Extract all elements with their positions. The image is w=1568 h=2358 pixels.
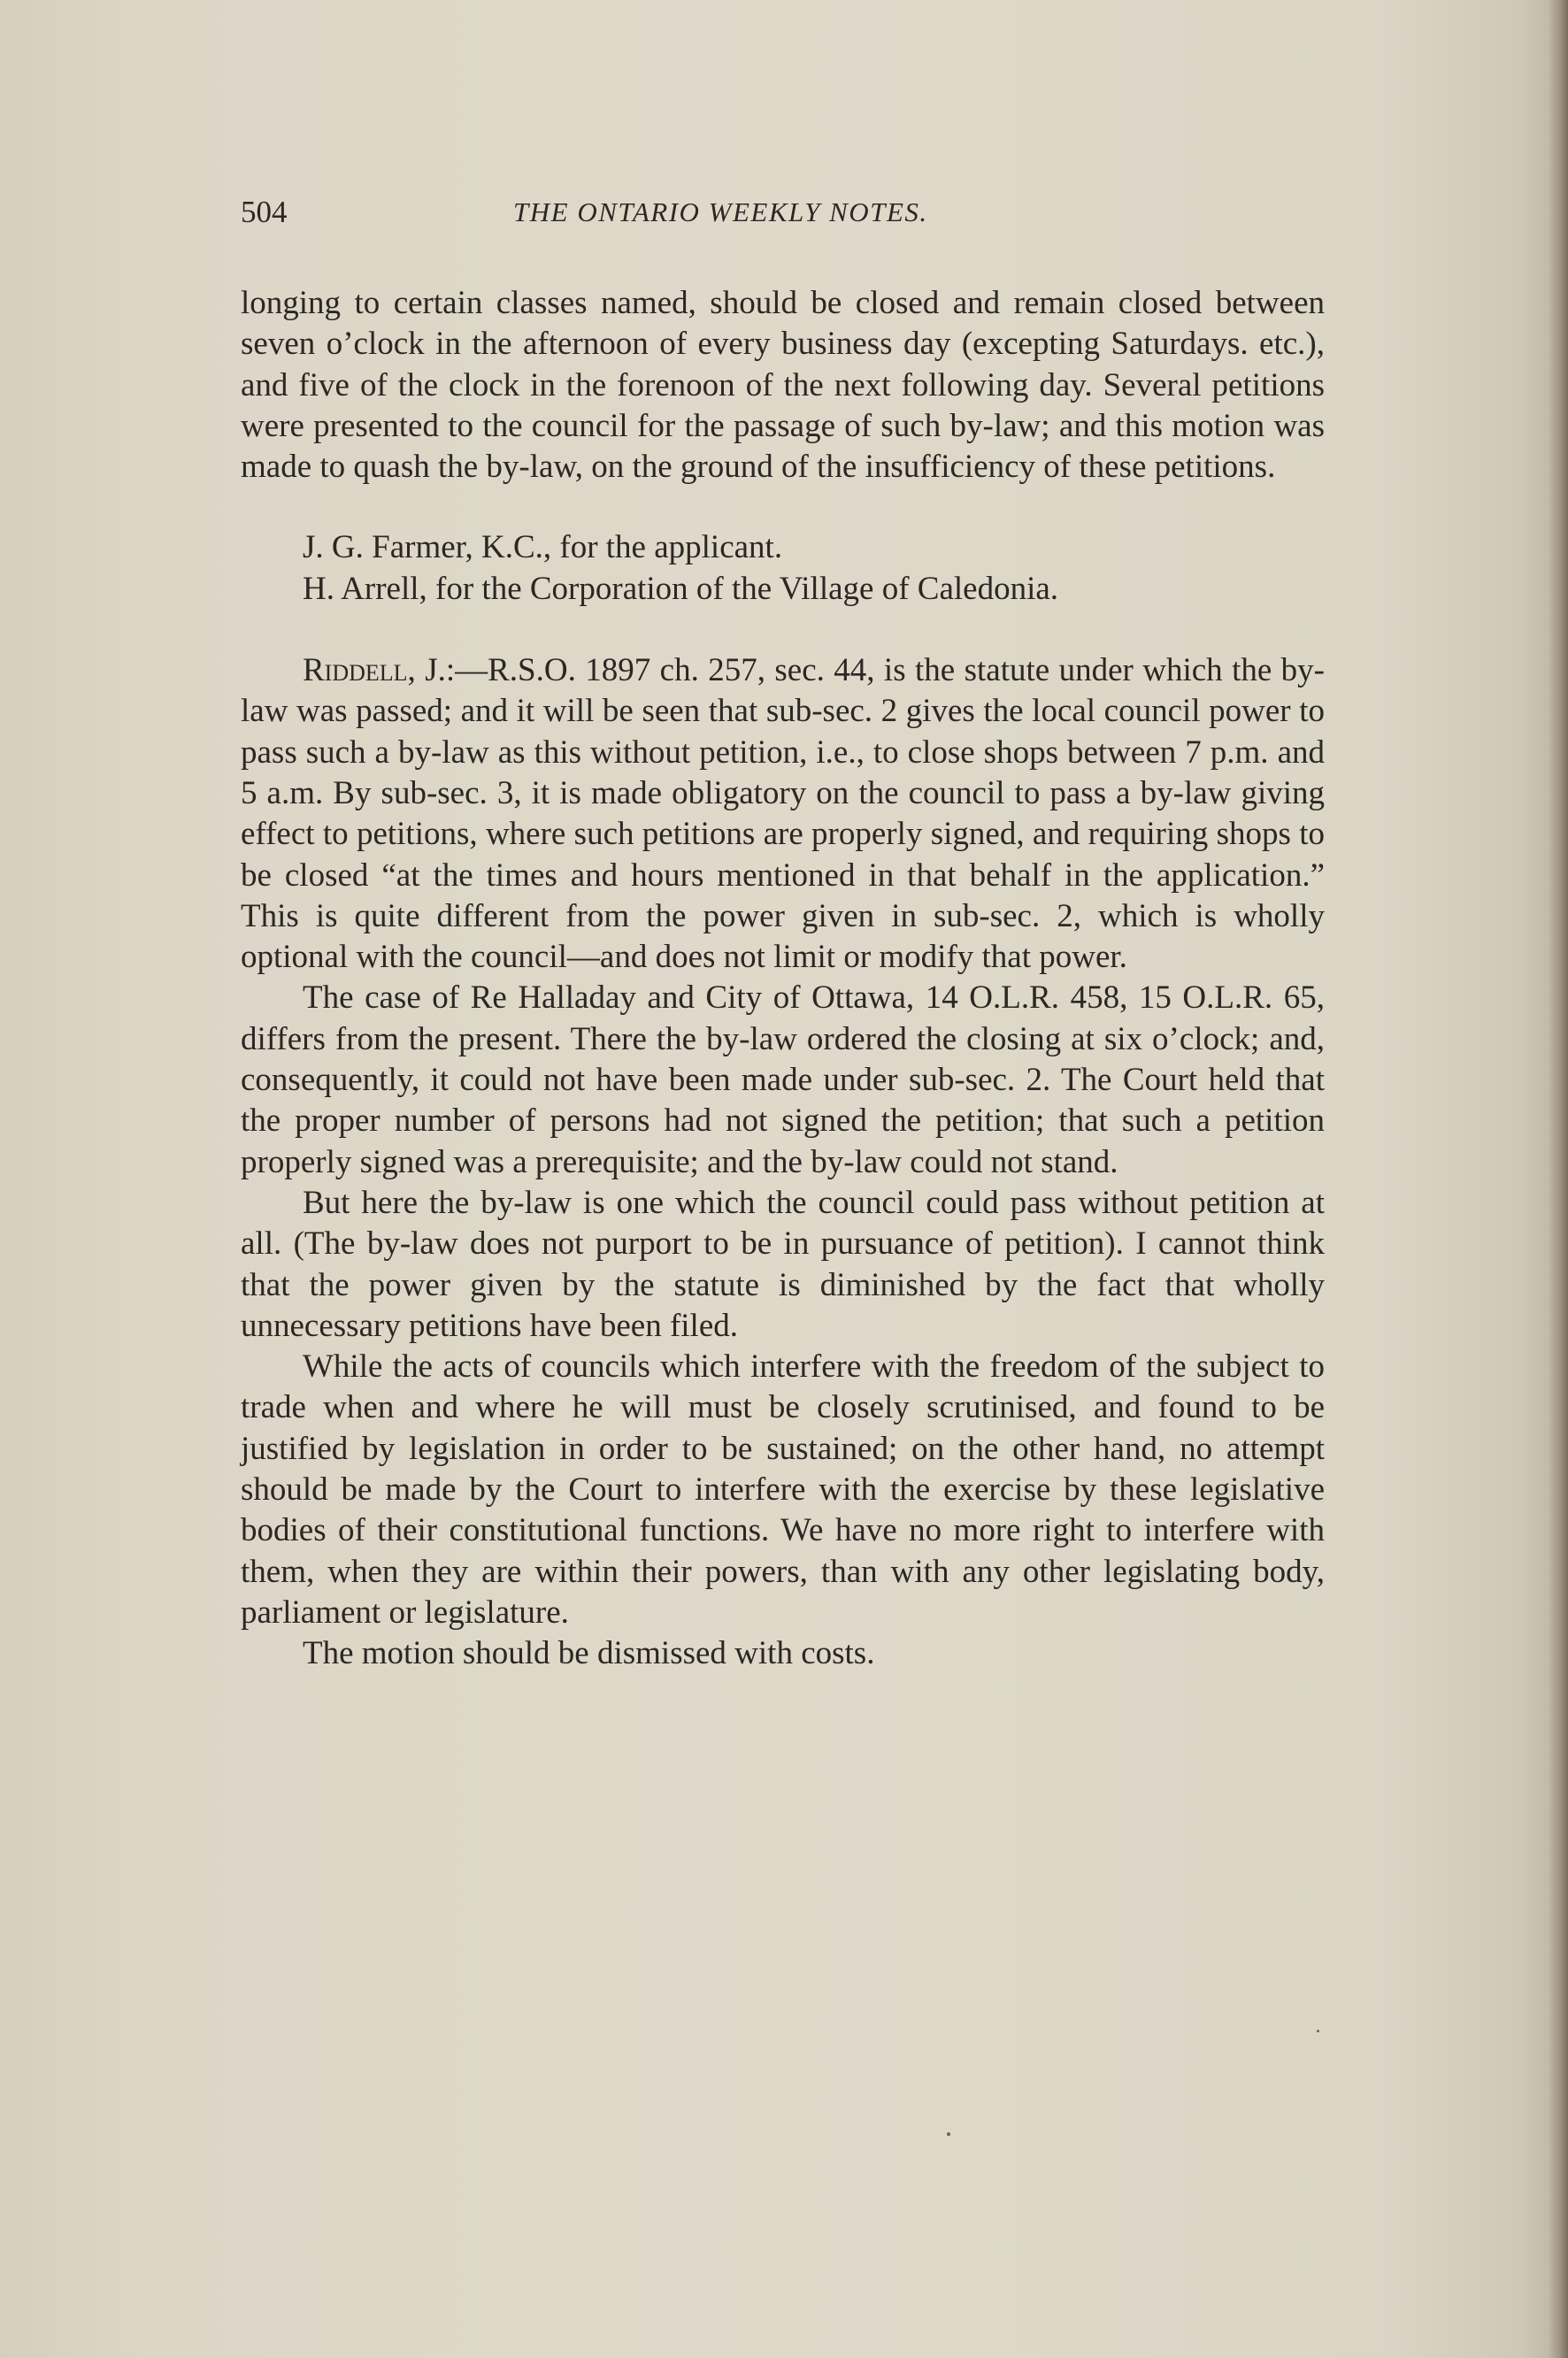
- judgment-paragraph: But here the by-law is one which the council could pass without petition at all. (The by-law does not purport to be in pursuance of petition). I cannot think that the power given by the statute is diminished by the fact that wholly unnecessary petitions have been filed.: [241, 1184, 1325, 1344]
- journal-title: THE ONTARIO WEEKLY NOTES.: [513, 196, 928, 227]
- judgment-paragraph: [241, 650, 1325, 978]
- judgment-paragraph: The case of Re Halladay and City of Ottawa, 14 O.L.R. 458, 15 O.L.R. 65, differs from the present. There the by-law ordered the closing at six o’clock; and, consequently, it could not have been made under sub-sec. 2. The Court held that the proper number of persons had not signed the petition; that such a petition properly signed was a prerequisite; and the by-law could not stand.: [241, 979, 1325, 1180]
- judge-name: Riddell, J.: [303, 652, 446, 689]
- counsel-applicant: J. G. Farmer, K.C., for the applicant.: [303, 529, 783, 566]
- judgment-conclusion: The motion should be dismissed with costs.: [303, 1635, 875, 1672]
- page-binding-shadow: [1549, 0, 1568, 2358]
- page-content: [241, 186, 1325, 1675]
- counsel-list: [241, 527, 1325, 610]
- running-head: [241, 186, 1325, 239]
- judgment-paragraph: While the acts of councils which interfere with the freedom of the subject to trade when and where he will must be closely scrutinised, and found to be justified by legislation in order to be sustained; on the other hand, no attempt should be made by the Court to interfere with the exercise by these legislative bodies of their constitutional functions. We have no more right to interfere with them, when they are within their powers, than with any other legislating body, parliament or legislature.: [241, 1348, 1325, 1631]
- body-text: [241, 283, 1325, 1675]
- judgment: [241, 650, 1325, 1674]
- opening-paragraph: longing to certain classes named, should be closed and remain closed between seven o’clock in the afternoon of every business day (excepting Saturdays. etc.), and five of the clock in the forenoon of the next following day. Several petitions were presented to the council for the passage of such by-law; and this motion was made to quash the by-law, on the ground of the insufficiency of these petitions.: [241, 285, 1325, 486]
- paper-speck: [1317, 2030, 1319, 2032]
- counsel-respondent: H. Arrell, for the Corporation of the Village of Caledonia.: [303, 570, 1059, 607]
- judgment-paragraph-text: :—R.S.O. 1897 ch. 257, sec. 44, is the statute under which the by-law was passed; and it will be seen that sub-sec. 2 gives the local council power to pass such a by-law as this without petition, i.e., to close shops between 7 p.m. and 5 a.m. By sub-sec. 3, it is made obligatory on the council to pass a by-law giving effect to petitions, where such petitions are properly signed, and requiring shops to be closed “at the times and hours mentioned in that behalf in the application.” This is quite different from the power given in sub-sec. 2, which is wholly optional with the council—and does not limit or modify that power.: [241, 652, 1326, 976]
- paper-speck: [947, 2132, 950, 2136]
- page-number: 504: [241, 195, 288, 229]
